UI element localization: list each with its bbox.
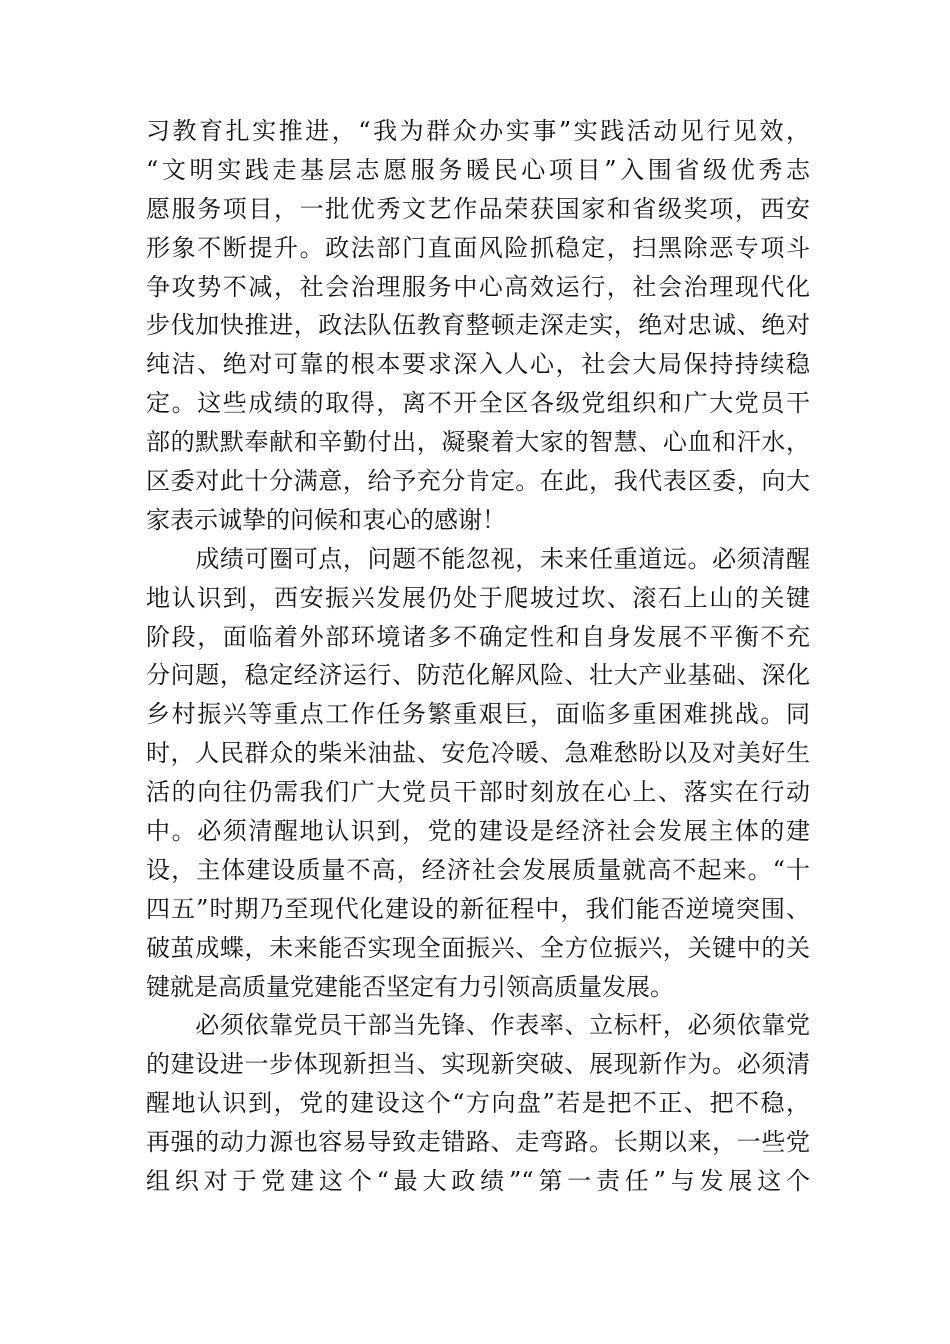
text-line: 中。必须清醒地认识到，党的建设是经济社会发展主体的建: [146, 817, 810, 846]
text-line: 组织对于党建这个“最大政绩”“第一责任”与发展这个: [146, 1167, 810, 1196]
text-line: 习教育扎实推进，“我为群众办实事”实践活动见行见效，: [146, 117, 810, 145]
text-line: 地认识到，西安振兴发展仍处于爬坡过坎、滚石上山的关键: [146, 583, 810, 612]
text-line: 四五”时期乃至现代化建设的新征程中，我们能否逆境突围、: [146, 894, 810, 923]
text-line: 醒地认识到，党的建设这个“方向盘”若是把不正、把不稳，: [146, 1089, 810, 1118]
text-line: 形象不断提升。政法部门直面风险抓稳定，扫黑除恶专项斗: [146, 233, 810, 262]
document-body: [146, 112, 810, 1201]
text-line: 设，主体建设质量不高，经济社会发展质量就高不起来。“十: [146, 855, 810, 884]
text-line: 乡村振兴等重点工作任务繁重艰巨，面临多重困难挑战。同: [146, 700, 810, 729]
text-line: 愿服务项目，一批优秀文艺作品荣获国家和省级奖项，西安: [146, 194, 810, 223]
paragraph-3: [146, 1006, 810, 1200]
text-line: 阶段，面临着外部环境诸多不确定性和自身发展不平衡不充: [146, 622, 810, 651]
text-line: 的建设进一步体现新担当、实现新突破、展现新作为。必须清: [146, 1050, 810, 1079]
paragraph-2: [146, 540, 810, 1007]
text-line: 定。这些成绩的取得，离不开全区各级党组织和广大党员干: [146, 389, 810, 418]
paragraph-1: [146, 112, 810, 540]
text-line: 必须依靠党员干部当先锋、作表率、立标杆，必须依靠党: [146, 1011, 810, 1040]
text-line: 纯洁、绝对可靠的根本要求深入人心，社会大局保持持续稳: [146, 350, 810, 379]
text-line: 争攻势不减，社会治理服务中心高效运行，社会治理现代化: [146, 272, 810, 301]
text-line: 再强的动力源也容易导致走错路、走弯路。长期以来，一些党: [146, 1128, 810, 1157]
text-line: 区委对此十分满意，给予充分肯定。在此，我代表区委，向大: [146, 467, 810, 496]
text-line: 时，人民群众的柴米油盐、安危冷暖、急难愁盼以及对美好生: [146, 739, 810, 768]
text-line: 步伐加快推进，政法队伍教育整顿走深走实，绝对忠诚、绝对: [146, 311, 810, 340]
text-line: 成绩可圈可点，问题不能忽视，未来任重道远。必须清醒: [146, 544, 810, 573]
text-line: 部的默默奉献和辛勤付出，凝聚着大家的智慧、心血和汗水，: [146, 428, 810, 457]
text-line: 破茧成蝶，未来能否实现全面振兴、全方位振兴，关键中的关: [146, 933, 810, 962]
text-line: “文明实践走基层志愿服务暖民心项目”入围省级优秀志: [146, 155, 810, 184]
text-line: 家表示诚挚的问候和衷心的感谢！: [146, 505, 506, 534]
text-line: 分问题，稳定经济运行、防范化解风险、壮大产业基础、深化: [146, 661, 810, 690]
text-line: 活的向往仍需我们广大党员干部时刻放在心上、落实在行动: [146, 778, 810, 807]
text-line: 键就是高质量党建能否坚定有力引领高质量发展。: [146, 972, 674, 1001]
